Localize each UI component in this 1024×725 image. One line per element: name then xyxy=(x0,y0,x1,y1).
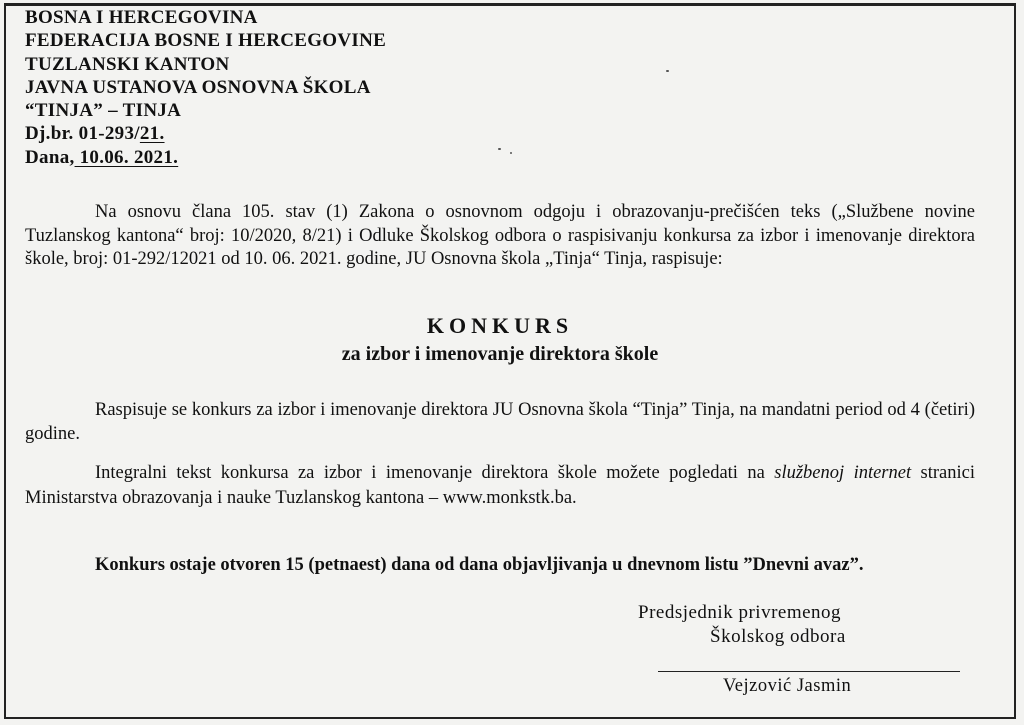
page-title: KONKURS xyxy=(426,313,574,338)
page-subtitle: za izbor i imenovanje direktora škole xyxy=(341,343,659,365)
reference-number xyxy=(25,122,386,145)
header-federation: FEDERACIJA BOSNE I HERCEGOVINE xyxy=(25,30,387,52)
document-date xyxy=(25,146,386,169)
integral-text-paragraph xyxy=(25,461,975,510)
scan-speck xyxy=(510,152,512,154)
header-school-name: “TINJA” – TINJA xyxy=(25,100,182,122)
intro-paragraph: Na osnovu člana 105. stav (1) Zakona o osnovnom odgoju i obrazovanju-prečišćen teks („Službene novine Tuzlanskog kantona“ broj: 10/2020, 8/21) i Odluke Školskog odbora o raspisivanju konkursa za izbor i imenovanje direktora škole, broj: 01-292/12021 od 10. 06. 2021. godine, JU Osnovna škola „Tinja“ Tinja, raspisuje: xyxy=(25,202,975,269)
reference-prefix: Dj.br. 01-293/ xyxy=(25,123,140,145)
integral-text-italic: službenoj internet xyxy=(774,463,912,483)
document-header xyxy=(25,6,386,169)
date-label: Dana, xyxy=(25,146,75,168)
integral-text-end: stranici Ministarstva obrazovanja i nauke Tuzlanskog kantona – www.monkstk.ba. xyxy=(25,463,976,508)
signature-name: Vejzović Jasmin xyxy=(723,676,852,696)
announcement-paragraph: Raspisuje se konkurs za izbor i imenovanje direktora JU Osnovna škola “Tinja” Tinja, na mandatni period od 4 (četiri) godine. xyxy=(25,400,975,444)
signature-role-line2: Školskog odbora xyxy=(710,626,846,647)
header-canton: TUZLANSKI KANTON xyxy=(25,53,230,75)
header-country: BOSNA I HERCEGOVINA xyxy=(25,7,258,28)
integral-text-start: Integralni tekst konkursa za izbor i imenovanje direktora škole možete pogledati na xyxy=(95,463,775,483)
signature-role-line1: Predsjednik privremenog xyxy=(638,602,842,623)
scan-speck xyxy=(498,148,501,150)
scan-speck xyxy=(666,70,669,72)
date-value: 10.06. 2021. xyxy=(74,146,179,168)
signature-line xyxy=(658,671,960,672)
deadline-paragraph: Konkurs ostaje otvoren 15 (petnaest) dana od dana objavljivanja u dnevnom listu ”Dnevni avaz”. xyxy=(95,555,864,575)
reference-year: 21. xyxy=(139,123,165,145)
header-institution: JAVNA USTANOVA OSNOVNA ŠKOLA xyxy=(25,76,371,98)
